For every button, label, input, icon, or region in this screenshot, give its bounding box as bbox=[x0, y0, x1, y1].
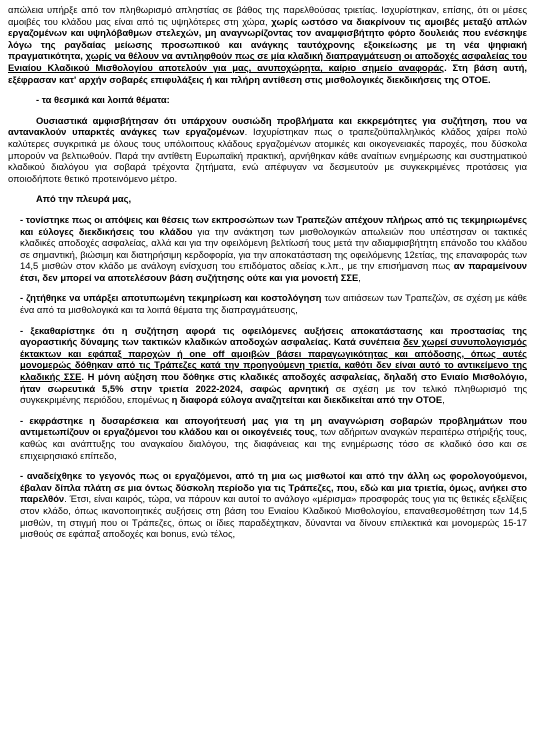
bold-span: - αναδείχθηκε το γεγονός πως οι εργαζόμενοι, από τη μια ως μισθωτοί και από την άλλη ως φορολογούμενοι, έβαλαν δίπλα πλάτη σε μια όντως δύσκολη περίοδο για τις Τράπεζες, που, εδώ και μια τριετία, όμως, ανήκει στο παρελθόν bbox=[20, 470, 527, 505]
bold-span: - ξεκαθαρίστηκε ότι η συζήτηση αφορά τις οφειλόμενες αυξήσεις αποκατάστασης και προστασίας της αγοραστικής δύναμης των τακτικών κλαδικών αποδοχών ασφαλείας. Κατά συνέπεια bbox=[20, 324, 527, 348]
text-span: των αιτιάσεων των Τραπεζών, σε σχέση με κάθε ένα από τα μισθολογικά και τα λοιπά θέματα της διαπραγμάτευσης, bbox=[20, 292, 527, 316]
text-span: . Έτσι, είναι καιρός, τώρα, να πάρουν και αυτοί το ανάλογο «μέρισμα» προσφοράς τους για τις θετικές εξελίξεις στον κλάδο, όπως ικανοποιητικές αυξήσεις στη βάση του Ενιαίου Κλαδικού Μισθολογίου, επαναθεσμοθέτηση των 14,5 μισθών, τη στιγμή που οι Τράπεζες, όπως οι ίδιες παραδέχτηκαν, δύνανται να δίνουν επιλεκτικά και μονομερώς 15-17 μισθούς σε εφάπαξ αποδοχές και bonus, ενώ τέλος, bbox=[20, 493, 527, 540]
section-heading-our-side bbox=[8, 193, 527, 205]
bullet-highlighted-sacrifice bbox=[8, 470, 527, 540]
bold-span: - εκφράστηκε η δυσαρέσκεια και απογοήτευσή μας για τη μη αναγνώριση σοβαρών προβλημάτων που αντιμετωπίζουν οι εργαζόμενοι του κλάδου και οι οικογένειές τους bbox=[20, 414, 527, 438]
bold-span: η διαφορά εύλογα αναζητείται και διεκδικείται από την ΟΤΟΕ bbox=[171, 394, 443, 406]
section-heading-institutional bbox=[8, 94, 527, 106]
bold-underlined-span: δεν χωρεί συνυπολογισμός έκτακτων και εφάπαξ παροχών ή one off αμοιβών βάσει παραγωγικότητας και απόδοσης, όπως αυτές μονομερώς δόθηκαν από τις Τράπεζες κατά την προηγούμενη τριετία, καθότι δεν είναι αυτό το αντικείμενο της κλαδικής ΣΣΕ bbox=[20, 336, 527, 383]
bold-span: - τονίστηκε πως οι απόψεις και θέσεις των εκπροσώπων των Τραπεζών απέχουν πλήρως από τις τεκμηριωμένες και εύλογες διεκδικήσεις του κλάδου bbox=[20, 213, 527, 237]
bullet-stressed-positions bbox=[8, 214, 527, 284]
bullet-requested-costing bbox=[8, 292, 527, 315]
text-span: , bbox=[442, 394, 445, 406]
text-span: σε σχέση με τον τελικό πληθωρισμό της συγκεκριμένης περιόδου, επομένως bbox=[20, 382, 527, 406]
bullet-clarified-increases bbox=[8, 325, 527, 406]
bold-span: . Στη βάση αυτή, εξέφρασαν κατ' αρχήν σοβαρές επιφυλάξεις ή και πλήρη αντίθεση στις μισθολογικές διεκδικήσεις της ΟΤΟΕ. bbox=[8, 61, 527, 85]
bullet-expressed-discontent bbox=[8, 415, 527, 461]
bold-span: Ουσιαστικά αμφισβήτησαν ότι υπάρχουν ουσιώδη προβλήματα και εκκρεμότητες για συζήτηση, που να αντανακλούν υπαρκτές ανάγκες των εργαζομένων bbox=[8, 114, 527, 138]
text-span: , bbox=[358, 271, 361, 283]
paragraph-salary-objections bbox=[8, 4, 527, 85]
section-heading-text: Από την πλευρά μας, bbox=[36, 193, 132, 205]
bold-span: χωρίς ωστόσο να διακρίνουν τις αμοιβές μεταξύ απλών εργαζομένων και υψηλόβαθμων στελεχών, μη αναγνωρίζοντας τον αναμφισβήτητο φόρτο δουλειάς που ενέσκηψε λόγω της ραγδαίας μείωσης προσωπικού και ανάγκης ταυτόχρονης εξοικείωσης με τη νέα ψηφιακή πραγματικότητα, bbox=[8, 15, 527, 62]
text-span: . Ισχυρίστηκαν πως ο τραπεζοϋπαλληλικός κλάδος χαίρει πολύ καλύτερες συγκριτικά με όλους τους υπόλοιπους κλάδους εργαζομένων ατομικές και οικογενειακές παροχές, που δύσκολα μπορούν να βελτιωθούν. Παρά την αντίθετη Ευρωπαϊκή πρακτική, αρνήθηκαν κάθε αναίτιων ενημέρωσης και συστηματικού κλαδικού διαλόγου για σοβαρά τρέχοντα ζητήματα, ενώ απέφυγαν να δεσμευτούν με συγκεκριμένες προτάσεις για οποιοδήποτε θετικό προτεινόμενο μέτρο. bbox=[8, 126, 527, 184]
bold-span: αν παραμείνουν έτσι, δεν μπορεί να αποτελέσουν βάση συζήτησης ούτε και για μονοετή ΣΣΕ bbox=[20, 260, 527, 283]
text-span: , των αδήριτων αναγκών περαιτέρω στήριξής τους, καθώς και ανάπτυξης του αναγκαίου διαλόγου, της διαφάνειας και της ενημέρωσης τόσο σε κλαδικό όσο και σε επιχειρησιακό επίπεδο, bbox=[20, 426, 527, 461]
bold-span: . Η μόνη αύξηση που δόθηκε στις κλαδικές αποδοχές ασφαλείας, δηλαδή στο Ενιαίο Μισθολόγιο, ήταν σωρευτικά 5,5% στην τριετία 2022-2024, σαφώς αρνητική bbox=[20, 371, 528, 394]
bold-span: - ζητήθηκε να υπάρξει αποτυπωμένη τεκμηρίωση και κοστολόγηση bbox=[20, 292, 322, 304]
paragraph-institutional-objections bbox=[8, 115, 527, 185]
section-heading-text: - τα θεσμικά και λοιπά θέματα: bbox=[36, 94, 170, 106]
bold-underlined-span: χωρίς να θέλουν να αντιληφθούν πως σε μία κλαδική διαπραγμάτευση οι αποδοχές ασφαλείας του Ενιαίου Κλαδικού Μισθολογίου αποτελούν για μας, ανυποχώρητα, καίριο σημείο αναφοράς bbox=[8, 50, 527, 73]
text-span: για την ανάκτηση των μισθολογικών απωλειών που υπέστησαν οι τακτικές κλαδικές αποδοχές ασφαλείας, αλλά και για την οφειλόμενη βελτίωσή τους μετά την αδιαμφισβήτητη επάνοδο του κλάδου σε σημαντική, βιώσιμη και διατηρήσιμη κερδοφορία, για την αποκατάσταση της οφειλόμενης 12ετίας, της επαναφοράς των 14,5 μισθών στον κλάδο με ανάλογη ενίσχυση του επιδόματος αδείας κ.λπ., με την επισήμανση πως bbox=[20, 225, 527, 272]
text-span: απώλεια υπήρξε από τον πληθωρισμό απληστίας σε βάθος της παρελθούσας τριετίας. Ισχυρίστηκαν, επίσης, ότι οι μέσες αμοιβές του κλάδου μας είναι από τις υψηλότερες στη χώρα, bbox=[8, 4, 527, 27]
